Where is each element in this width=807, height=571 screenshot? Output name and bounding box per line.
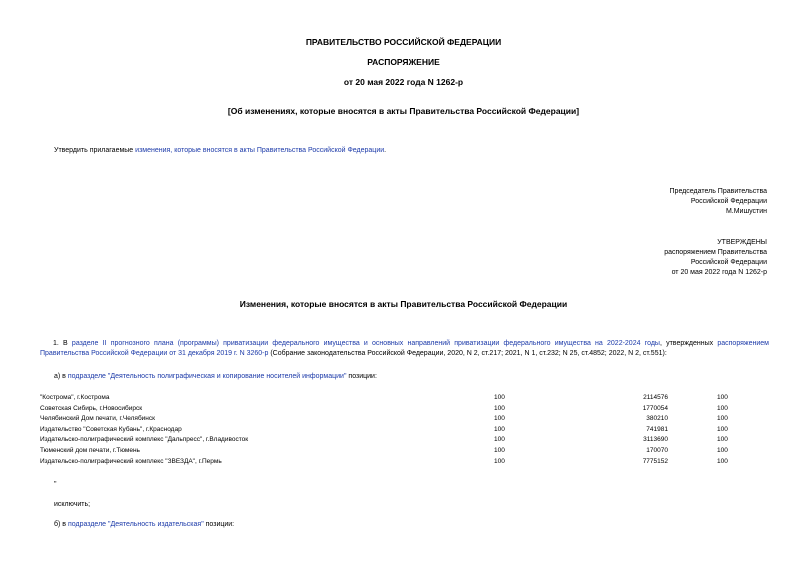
percent-value: 100 [717,436,728,444]
code-value: 7775152 [642,457,668,465]
signature-block [670,187,767,217]
government-title: ПРАВИТЕЛЬСТВО РОССИЙСКОЙ ФЕДЕРАЦИИ [305,37,502,47]
organization-name: Издательско-полиграфический комплекс "Дальпресс", г.Владивосток [40,436,249,444]
table-row [40,405,770,416]
document-subject: [Об изменениях, которые вносятся в акты Правительства Российской Федерации] [227,106,580,116]
organization-name: Советская Сибирь, г.Новосибирск [40,404,143,412]
quote-mark: " [54,481,57,488]
paragraph-1-mid: , утвержденных [659,340,718,347]
organization-name: Издательско-полиграфический комплекс "ЗВЕЗДА", г.Пермь [40,457,222,465]
paragraph-1-tail: (Собрание законодательства Российской Федерации, 2020, N 2, ст.217; 2021, N 1, ст.232; N 25, ст.4852; 2022, N 2, ст.551): [268,350,667,357]
share-value: 100 [494,447,505,454]
subitem-a-suffix: позиции: [346,373,377,380]
share-value: 100 [494,404,505,412]
subitem-b-suffix: позиции: [203,521,235,528]
subitem-a-prefix: а) в [54,373,68,380]
approve-paragraph [54,146,386,156]
subitem-b-link[interactable]: подразделе "Деятельность издательская" [67,521,204,528]
signature-name: М.Мишустин [725,208,767,215]
paragraph-1-link-plan[interactable]: разделе II прогнозного плана (программы) приватизации федерального имущества и основных направлений приватизации федерального имущества на 2022-2024 годы [71,340,660,347]
table-row [40,415,770,426]
document-date-number: от 20 мая 2022 года N 1262-р [343,77,464,87]
section-title: Изменения, которые вносятся в акты Правительства Российской Федерации [239,299,568,309]
percent-value: 100 [717,394,728,401]
subitem-b-prefix: б) в [54,521,68,528]
code-value: 380210 [646,415,668,423]
code-value: 2114576 [643,394,668,401]
percent-value: 100 [717,404,728,412]
share-value: 100 [494,436,505,444]
table-row [40,458,770,469]
code-value: 741981 [646,425,668,433]
organization-name: Тюменский дом печати, г.Тюмень [40,447,140,454]
exclude-text: исключить; [54,501,91,508]
percent-value: 100 [717,447,728,454]
signature-country: Российской Федерации [690,198,767,205]
table-row [40,394,770,405]
signature-position: Председатель Правительства [669,188,767,195]
paragraph-1-link-order[interactable]: распоряжением Правительства Российской Федерации от 31 декабря 2019 г. N 3260-р [40,340,769,357]
code-value: 170070 [646,447,668,454]
subitem-a [54,372,377,382]
share-value: 100 [494,415,505,423]
share-value: 100 [494,425,505,433]
approve-suffix: . [384,147,387,154]
table-row [40,436,770,447]
approved-heading: УТВЕРЖДЕНЫ [717,239,767,246]
code-value: 3113690 [643,436,668,444]
share-value: 100 [494,457,505,465]
approved-date: от 20 мая 2022 года N 1262-р [671,269,767,276]
table-row [40,426,770,437]
paragraph-1 [40,339,769,359]
document-type: РАСПОРЯЖЕНИЕ [367,57,440,67]
organization-name: "Кострома", г.Кострома [40,394,110,401]
approved-block [664,238,767,278]
percent-value: 100 [717,457,728,465]
share-value: 100 [494,394,505,401]
approved-country: Российской Федерации [690,259,767,266]
percent-value: 100 [717,425,728,433]
subitem-a-link[interactable]: подразделе "Деятельность полиграфическая и копирование носителей информации" [67,373,347,380]
approve-prefix: Утвердить прилагаемые [54,147,136,154]
approved-by: распоряжением Правительства [664,249,767,256]
percent-value: 100 [717,415,728,423]
approve-link[interactable]: изменения, которые вносятся в акты Правительства Российской Федерации [135,147,385,154]
organization-name: Издательство "Советская Кубань", г.Краснодар [40,425,182,433]
table-row [40,447,770,458]
subitem-b [54,520,234,530]
organization-name: Челябинский Дом печати, г.Челябинск [40,415,155,423]
code-value: 1770054 [642,404,668,412]
paragraph-1-num: 1. В [53,340,72,347]
